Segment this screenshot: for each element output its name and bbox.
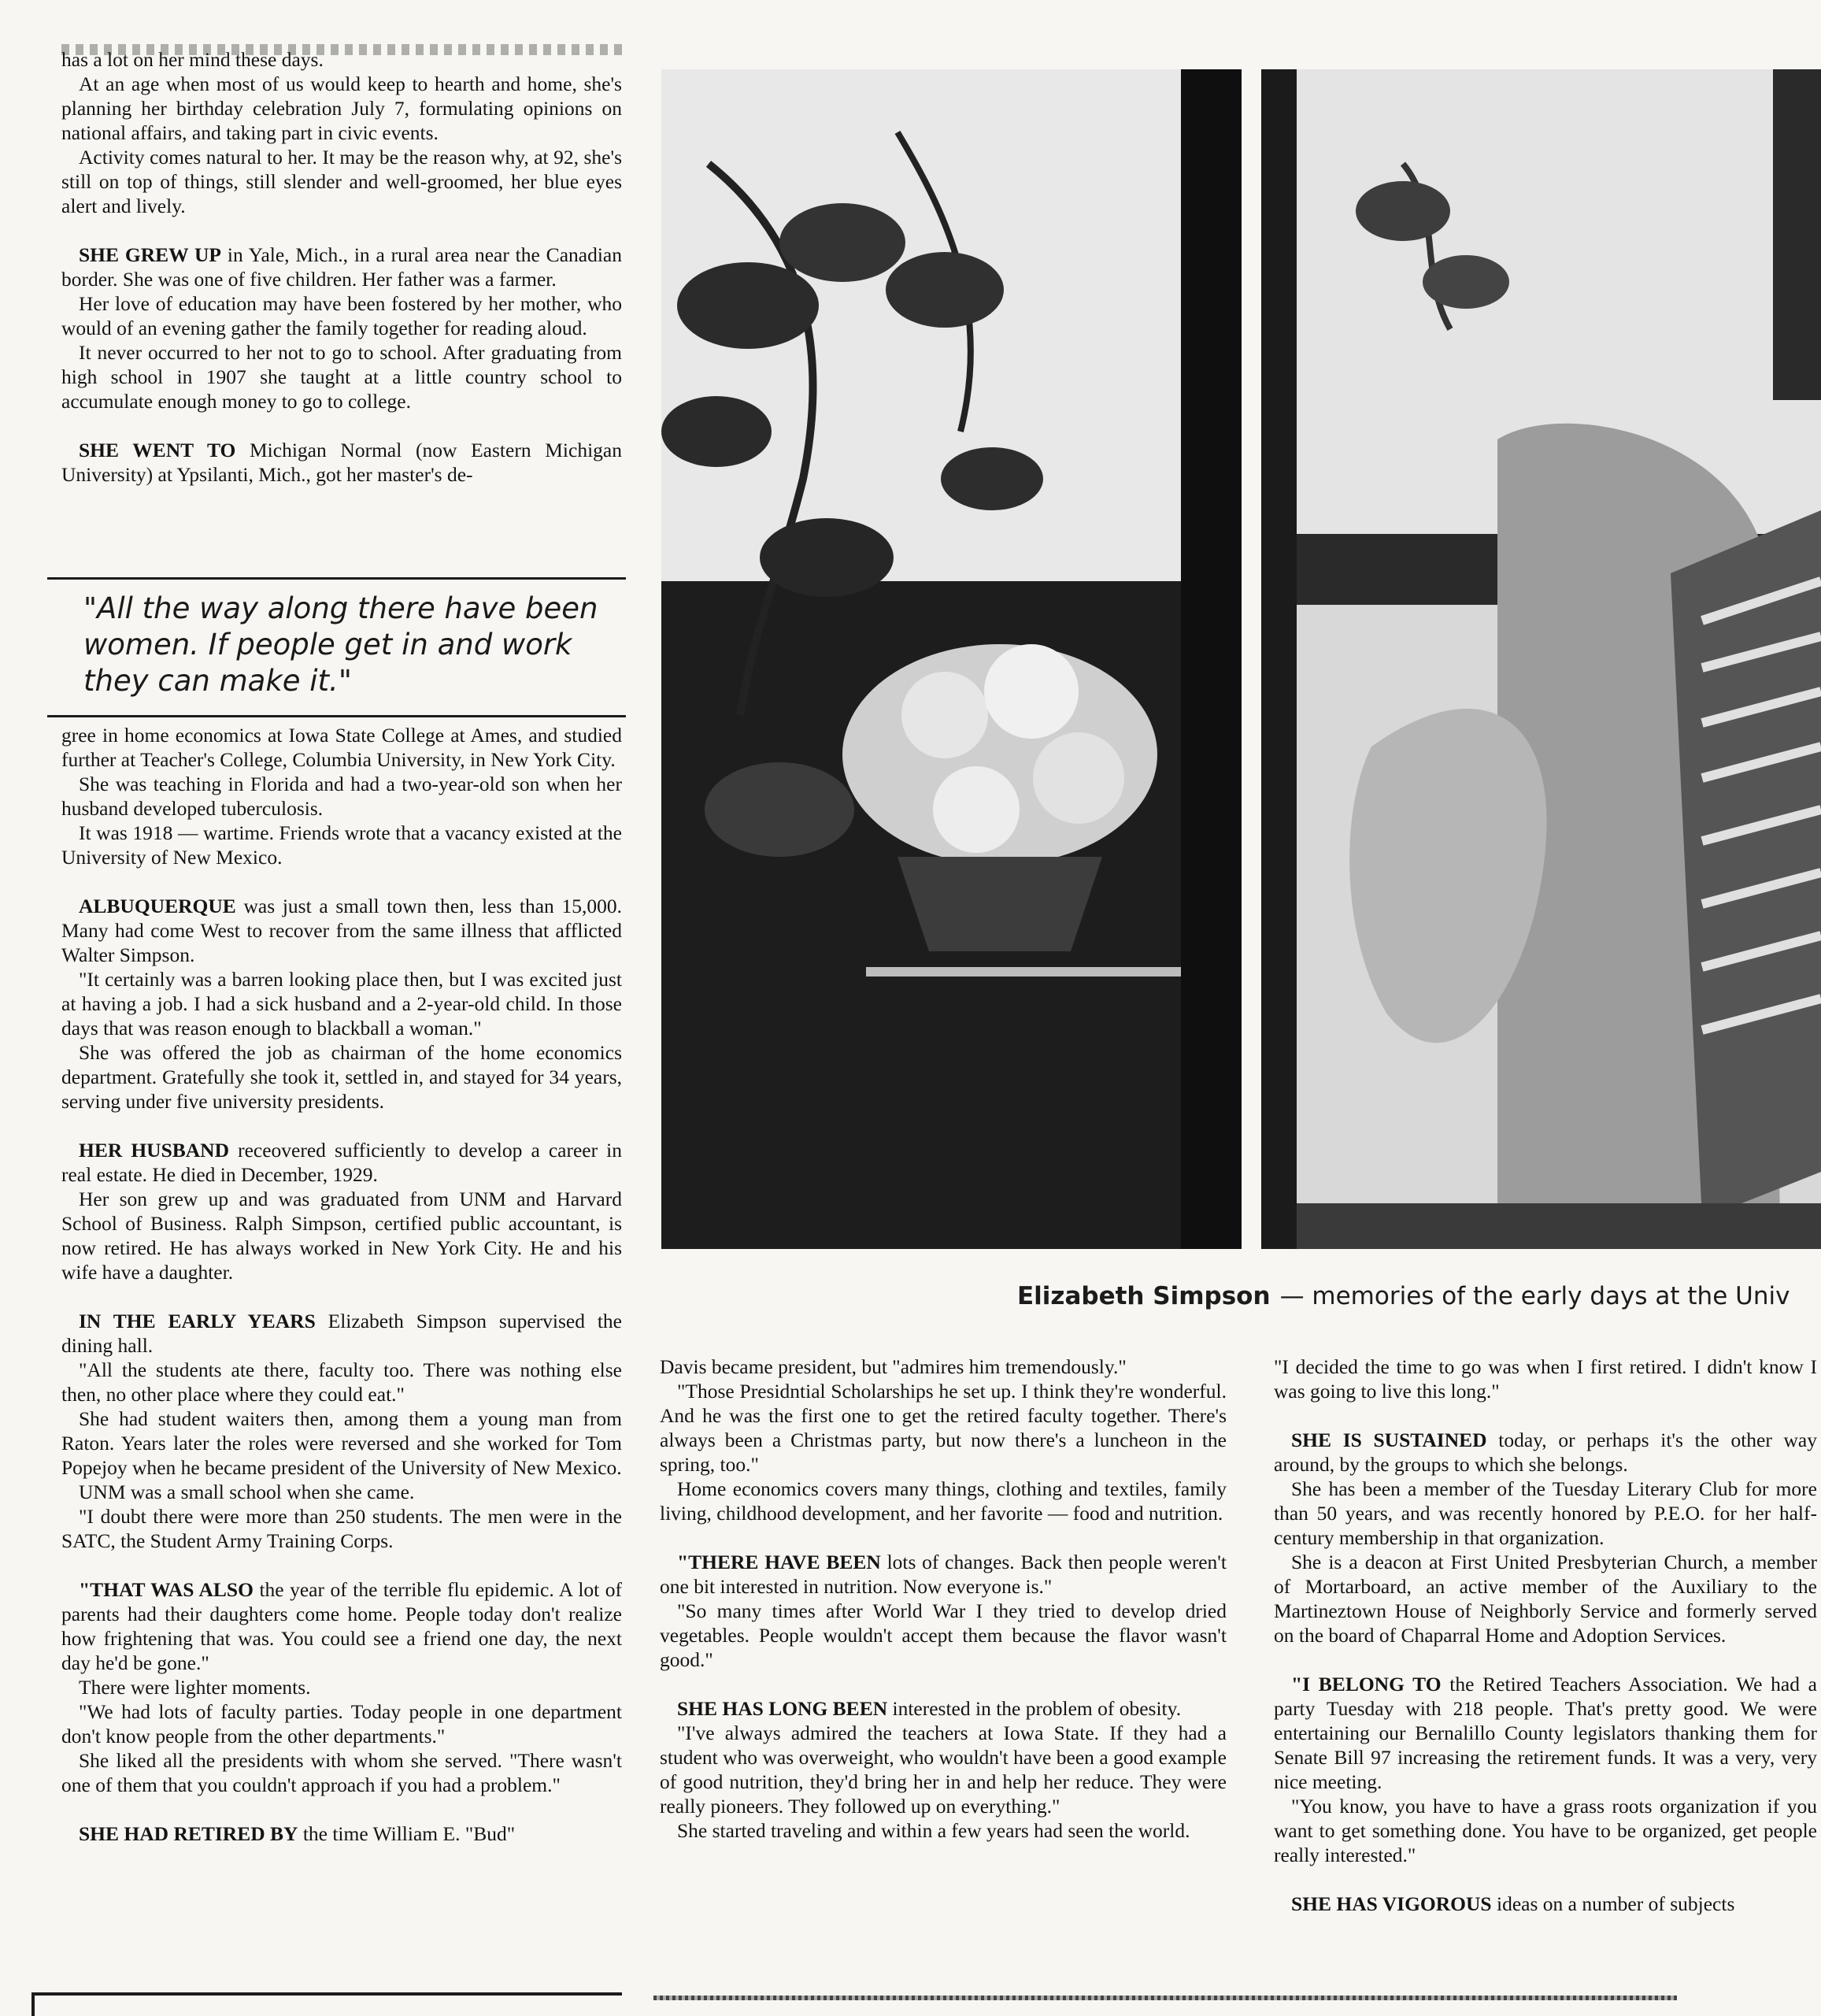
paragraph [61, 1699, 622, 1748]
section-lead: SHE GREW UP [79, 243, 222, 266]
paragraph-text: has a lot on her mind these days. [61, 48, 324, 71]
paragraph-text: "It certainly was a barren looking place then, but I was excited just at having a job. I had a sick husband and a 2-year-old child. In those days that was reason enough to blackball a woman." [61, 968, 622, 1040]
paragraph [1274, 1477, 1817, 1550]
paragraph-text: gree in home economics at Iowa State College at Ames, and studied further at Teacher's College, Columbia University, in New York City. [61, 724, 622, 771]
paragraph [1274, 1550, 1817, 1647]
paragraph [61, 1406, 622, 1480]
paragraph [61, 438, 622, 487]
section-lead: SHE HAD RETIRED BY [79, 1822, 298, 1845]
pull-quote: "All the way along there have been women. If people get in and work they can make it." [83, 591, 598, 698]
paragraph [660, 1696, 1227, 1721]
paragraph [1274, 1354, 1817, 1403]
paragraph-text: It never occurred to her not to go to school. After graduating from high school in 1907 she taught at a little country school to accumulate enough money to go to college. [61, 341, 622, 413]
paragraph-text: Elizabeth Simpson supervised the dining hall. [61, 1310, 622, 1357]
paragraph [61, 1040, 622, 1114]
paragraph [61, 243, 622, 291]
paragraph-text: She had student waiters then, among them a young man from Raton. Years later the roles were reversed and she worked for Tom Popejoy when he became president of the University of New Mexico. [61, 1407, 622, 1479]
paragraph [61, 1187, 622, 1284]
paragraph-text: "Those Presidntial Scholarships he set up. I think they're wonderful. And he was the first one to get the retired faculty together. There's always been a Christmas party, but now there's a luncheon in the spring, too." [660, 1380, 1227, 1476]
paragraph-text: Davis became president, but "admires him tremendously." [660, 1355, 1127, 1378]
article-column-1-continued [61, 723, 622, 1846]
paragraph-text: "You know, you have to have a grass roots organization if you want to get something done. You have to be organized, get people really interested." [1274, 1795, 1817, 1866]
section-lead: "I BELONG TO [1291, 1673, 1442, 1695]
paragraph-text: At an age when most of us would keep to hearth and home, she's planning her birthday celebration July 7, formulating opinions on national affairs, and taking part in civic events. [61, 72, 622, 144]
paragraph-text: She was teaching in Florida and had a two-year-old son when her husband developed tuberculosis. [61, 773, 622, 820]
paragraph [61, 72, 622, 145]
paragraph [660, 1379, 1227, 1477]
paragraph [61, 1138, 622, 1187]
paragraph [61, 1480, 622, 1504]
photo-plants-and-window [661, 69, 1242, 1249]
caption-name: Elizabeth Simpson [1017, 1282, 1271, 1310]
paragraph-text: lots of changes. Back then people weren't one bit interested in nutrition. Now everyone is." [660, 1551, 1227, 1598]
paragraph [660, 1818, 1227, 1843]
paragraph [61, 145, 622, 218]
paragraph-text: the year of the terrible flu epidemic. A lot of parents had their daughters come home. People today don't realize how frightening that was. You could see a friend one day, the next day he'd be gone." [61, 1578, 622, 1674]
paragraph [61, 291, 622, 340]
paragraph [61, 1309, 622, 1358]
paragraph [61, 47, 622, 72]
paragraph [660, 1354, 1227, 1379]
paragraph-text: "All the students ate there, faculty too. There was nothing else then, no other place where they could eat." [61, 1358, 622, 1406]
paragraph [1274, 1892, 1817, 1916]
paragraph-text: Her son grew up and was graduated from UNM and Harvard School of Business. Ralph Simpson, certified public accountant, is now retired. He has always worked in New York City. He and his wife have a daughter. [61, 1188, 622, 1284]
section-lead: SHE HAS LONG BEEN [677, 1697, 888, 1720]
article-column-2 [660, 1354, 1227, 1843]
paragraph [61, 723, 622, 772]
section-lead: ALBUQUERQUE [79, 895, 236, 917]
paragraph-text: Her love of education may have been fostered by her mother, who would of an evening gather the family together for reading aloud. [61, 292, 622, 339]
section-lead: "THAT WAS ALSO [79, 1578, 254, 1601]
paragraph-text: the Retired Teachers Association. We had a party Tuesday with 218 people. That's pretty good. We were entertaining our Bernalillo County legislators thanking them for Senate Bill 97 increasing the retirement funds. It was a very, very nice meeting. [1274, 1673, 1817, 1793]
paragraph [660, 1721, 1227, 1818]
paragraph [61, 340, 622, 413]
article-column-3 [1274, 1354, 1817, 1916]
paragraph-text: "I've always admired the teachers at Iowa State. If they had a student who was overweight, who wouldn't have been a good example of good nutrition, they'd bring her in and help her reduce. They were really pioneers. They followed up on everything." [660, 1721, 1227, 1818]
section-lead: SHE IS SUSTAINED [1291, 1429, 1487, 1451]
section-lead: SHE WENT TO [79, 439, 236, 461]
article-column-1 [61, 47, 622, 487]
pull-quote-box [47, 577, 626, 717]
paragraph-text: Home economics covers many things, clothing and textiles, family living, childhood development, and her favorite — food and nutrition. [660, 1477, 1227, 1525]
paragraph-text: was just a small town then, less than 15,000. Many had come West to recover from the same illness that afflicted Walter Simpson. [61, 895, 622, 966]
paragraph [61, 1358, 622, 1406]
section-lead: SHE HAS VIGOROUS [1291, 1892, 1492, 1915]
paragraph [61, 894, 622, 967]
paragraph [660, 1477, 1227, 1525]
caption-text: — memories of the early days at the Univ [1279, 1282, 1790, 1310]
paragraph [61, 1577, 622, 1675]
paragraph [61, 1675, 622, 1699]
paragraph [61, 1821, 622, 1846]
paragraph-text: the time William E. "Bud" [298, 1822, 516, 1845]
section-lead: "THERE HAVE BEEN [677, 1551, 881, 1573]
bottom-dotted-rule [653, 1996, 1677, 2000]
paragraph [660, 1550, 1227, 1599]
paragraph [660, 1599, 1227, 1672]
paragraph [61, 1748, 622, 1797]
paragraph-text: today, or perhaps it's the other way around, by the groups to which she belongs. [1274, 1429, 1817, 1476]
paragraph-text: Michigan Normal (now Eastern Michigan University) at Ypsilanti, Mich., got her master's de- [61, 439, 622, 486]
paragraph [61, 1504, 622, 1553]
paragraph-text: "I decided the time to go was when I first retired. I didn't know I was going to live this long." [1274, 1355, 1817, 1403]
paragraph [1274, 1672, 1817, 1794]
paragraph-text: She has been a member of the Tuesday Literary Club for more than 50 years, and was recently honored by P.E.O. for her half-century membership in that organization. [1274, 1477, 1817, 1549]
section-lead: IN THE EARLY YEARS [79, 1310, 316, 1332]
paragraph-text: "We had lots of faculty parties. Today people in one department don't know people from the other departments." [61, 1700, 622, 1747]
paragraph-text: There were lighter moments. [79, 1676, 311, 1699]
paragraph-text: receovered sufficiently to develop a career in real estate. He died in December, 1929. [61, 1139, 622, 1186]
paragraph-text: She liked all the presidents with whom she served. "There wasn't one of them that you couldn't approach if you had a problem." [61, 1749, 622, 1796]
bottom-left-rule [31, 1992, 35, 2016]
photo-left-illustration [661, 69, 1242, 1249]
paragraph [1274, 1794, 1817, 1867]
paragraph-text: It was 1918 — wartime. Friends wrote that a vacancy existed at the University of New Mexico. [61, 821, 622, 869]
paragraph [61, 772, 622, 821]
paragraph-text: She is a deacon at First United Presbyterian Church, a member of Mortarboard, an active member of the Auxiliary to the Martineztown House of Neighborly Service and formerly served on the board of Chaparral Home and Adoption Services. [1274, 1551, 1817, 1647]
section-lead: HER HUSBAND [79, 1139, 230, 1162]
paragraph-text: ideas on a number of subjects [1491, 1892, 1735, 1915]
paragraph-text: "I doubt there were more than 250 students. The men were in the SATC, the Student Army Training Corps. [61, 1505, 622, 1552]
paragraph [61, 821, 622, 869]
bottom-rule [31, 1992, 622, 1996]
photo-caption [1017, 1282, 1821, 1310]
paragraph-text: Activity comes natural to her. It may be the reason why, at 92, she's still on top of things, still slender and well-groomed, her blue eyes alert and lively. [61, 146, 622, 217]
paragraph-text: "So many times after World War I they tried to develop dried vegetables. People wouldn't accept them because the flavor wasn't good." [660, 1599, 1227, 1671]
paragraph-text: interested in the problem of obesity. [887, 1697, 1182, 1720]
paragraph-text: in Yale, Mich., in a rural area near the Canadian border. She was one of five children. Her father was a farmer. [61, 243, 622, 291]
photo-elizabeth-simpson-in-chair [1261, 69, 1821, 1249]
photo-right-illustration [1261, 69, 1821, 1249]
paragraph [61, 967, 622, 1040]
paragraph [1274, 1428, 1817, 1477]
paragraph-text: UNM was a small school when she came. [79, 1480, 415, 1503]
paragraph-text: She was offered the job as chairman of the home economics department. Gratefully she took it, settled in, and stayed for 34 years, serving under five university presidents. [61, 1041, 622, 1113]
paragraph-text: She started traveling and within a few years had seen the world. [677, 1819, 1190, 1842]
